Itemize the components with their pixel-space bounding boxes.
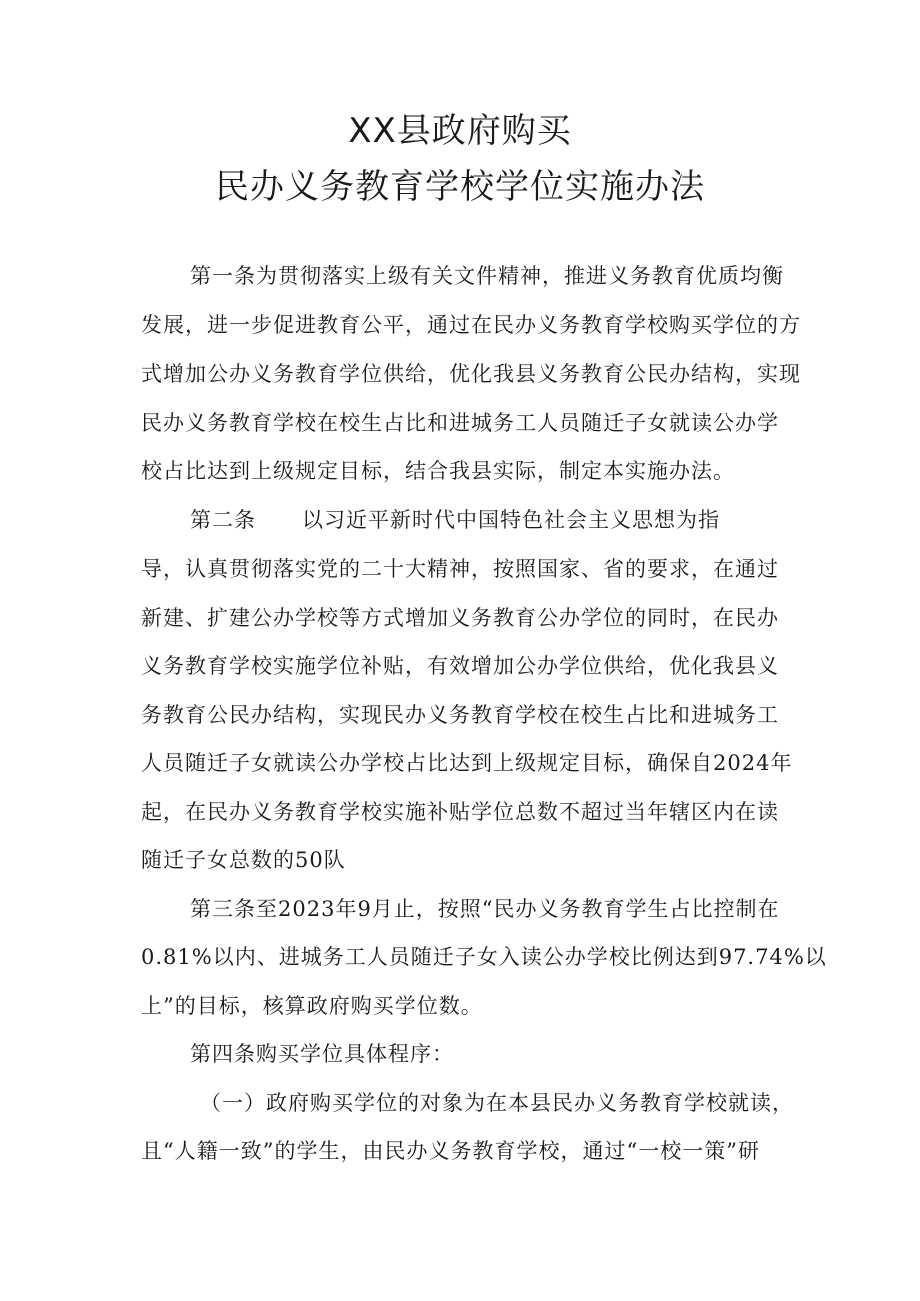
article-2-line-5: 务教育公民办结构，实现民办义务教育学校在校生占比和进城务工 xyxy=(141,703,779,727)
article-4-line-1: （一）政府购买学位的对象为在本县民办义务教育学校就读， xyxy=(200,1091,794,1115)
document-title-line-2: 民办义务教育学校学位实施办法 xyxy=(215,167,705,207)
article-4-line-2: 且“人籍一致”的学生，由民办义务教育学校，通过“一校一策”研 xyxy=(141,1139,760,1163)
article-1-line-4: 民办义务教育学校在校生占比和进城务工人员随迁子女就读公办学 xyxy=(141,411,779,435)
article-3-line-3: 上”的目标，核算政府购买学位数。 xyxy=(141,994,483,1018)
article-1-line-2: 发展，进一步促进教育公平，通过在民办义务教育学校购买学位的方 xyxy=(141,313,801,337)
article-2-line-8: 随迁子女总数的50队 xyxy=(141,848,346,872)
article-2-line-6: 人员随迁子女就读公办学校占比达到上级规定目标，确保自2024年 xyxy=(141,751,793,775)
article-1-line-1: 第一条为贯彻落实上级有关文件精神，推进义务教育优质均衡 xyxy=(190,264,784,288)
article-4-heading: 第四条购买学位具体程序： xyxy=(190,1042,454,1066)
document-title-line-1: XX县政府购买 xyxy=(348,111,572,151)
article-2-line-1 xyxy=(190,510,720,531)
article-2-first-line: 以习近平新时代中国特色社会主义思想为指 xyxy=(302,508,720,532)
article-2-line-4: 义务教育学校实施学位补贴，有效增加公办学位供给，优化我县义 xyxy=(141,654,779,678)
article-2-heading: 第二条 xyxy=(190,508,256,532)
article-1-line-5: 校占比达到上级规定目标，结合我县实际，制定本实施办法。 xyxy=(141,459,735,483)
article-2-line-3: 新建、扩建公办学校等方式增加义务教育公办学位的同时，在民办 xyxy=(141,606,779,630)
article-1-line-3: 式增加公办义务教育学位供给，优化我县义务教育公民办结构，实现 xyxy=(141,362,801,386)
article-3-line-1: 第三条至2023年9月止，按照“民办义务教育学生占比控制在 xyxy=(190,897,780,921)
article-3-line-2: 0.81%以内、进城务工人员随迁子女入读公办学校比例达到97.74%以 xyxy=(141,945,827,969)
article-2-line-7: 起，在民办义务教育学校实施补贴学位总数不超过当年辖区内在读 xyxy=(141,800,779,824)
article-2-line-2: 导，认真贯彻落实党的二十大精神，按照国家、省的要求，在通过 xyxy=(141,557,779,581)
